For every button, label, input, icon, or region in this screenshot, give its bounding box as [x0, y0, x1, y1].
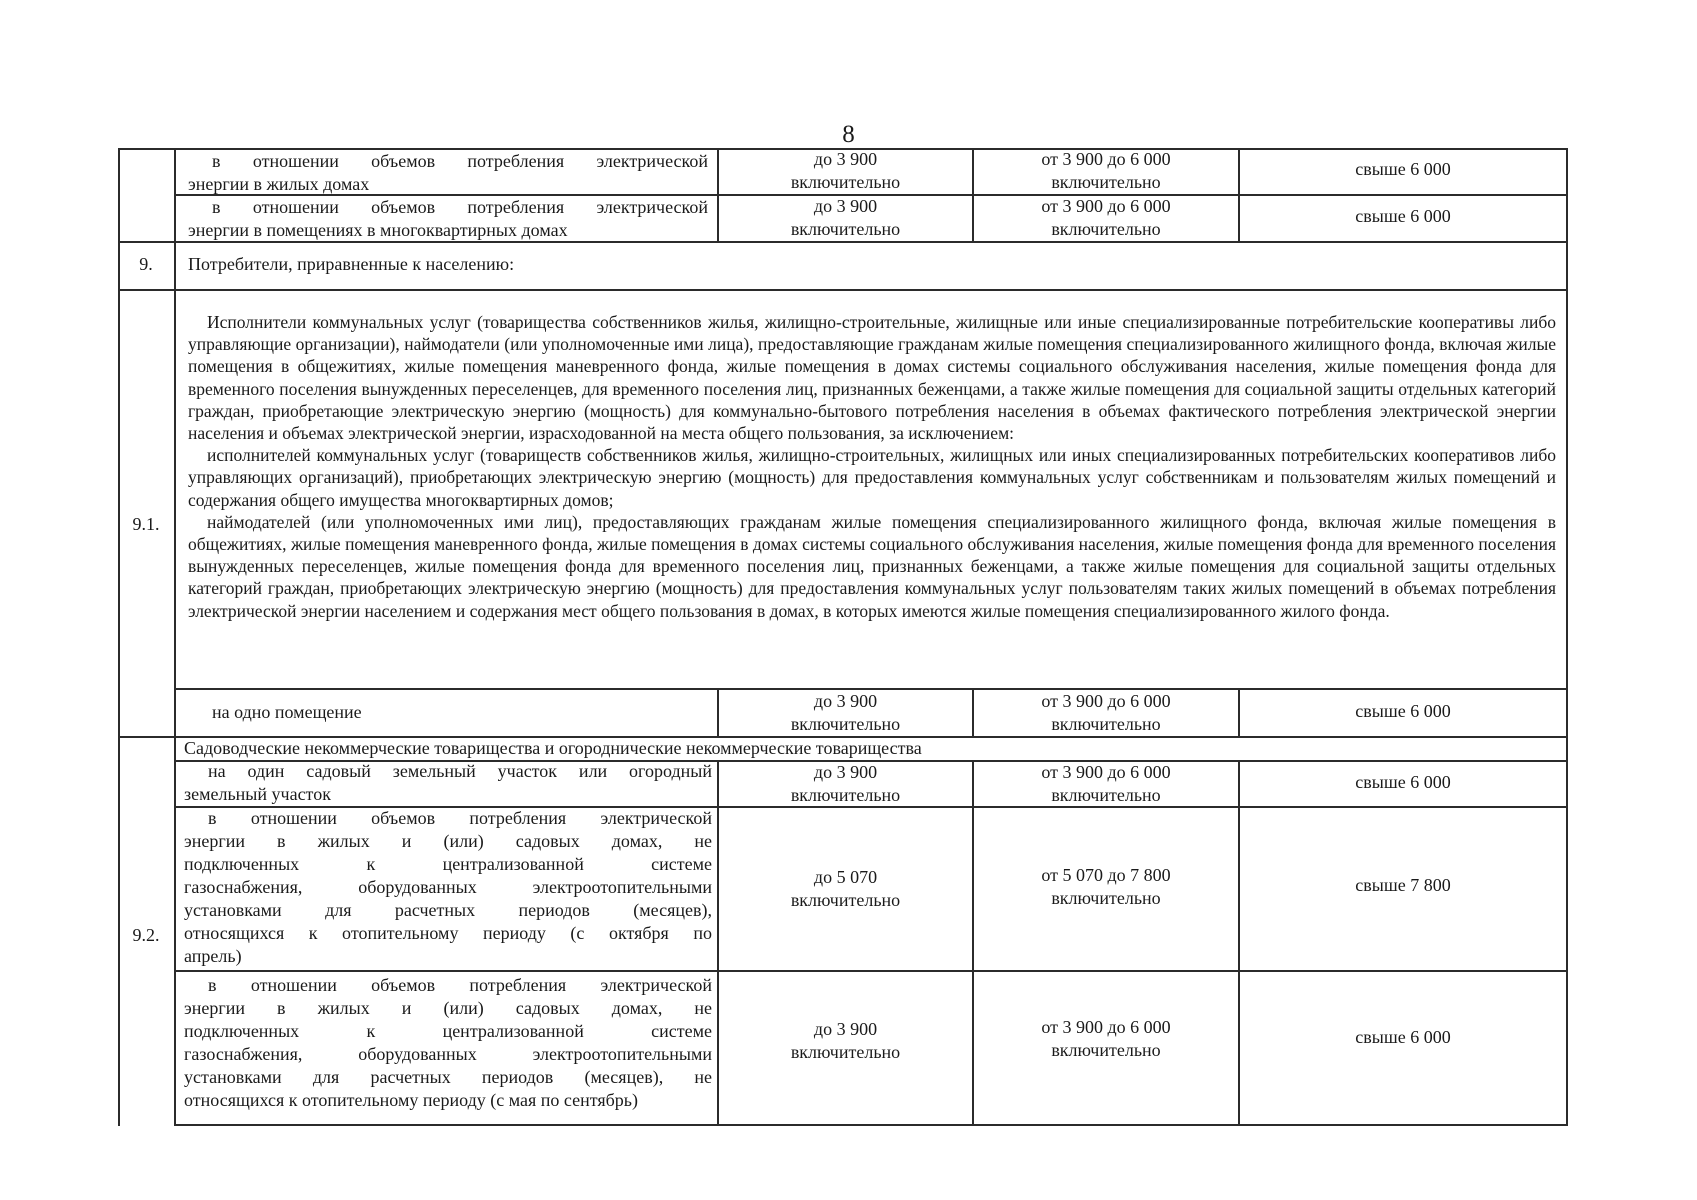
row-description-line: относящихся к отопительному периоду (с мая по сентябрь) — [184, 1090, 638, 1110]
table-rule — [174, 970, 1568, 972]
value-high: свыше 6 000 — [1355, 772, 1451, 792]
value-low-line: до 5 070 — [813, 867, 878, 887]
row-description-line: в отношении объемов потребления электрической — [212, 151, 708, 171]
value-mid-line: от 3 900 до 6 000 — [1041, 691, 1171, 711]
value-low-line: включительно — [790, 714, 901, 734]
value-mid — [974, 690, 1238, 736]
value-high: свыше 6 000 — [1355, 701, 1451, 721]
row-description-line: в отношении объемов потребления электрической — [208, 975, 712, 995]
value-high: свыше 6 000 — [1355, 206, 1451, 226]
table-rule — [118, 289, 1568, 291]
value-low — [719, 1018, 972, 1064]
value-mid-line: включительно — [1051, 888, 1161, 908]
value-mid — [974, 1016, 1238, 1062]
value-mid-line: включительно — [1051, 785, 1161, 805]
value-high: свыше 6 000 — [1355, 1027, 1451, 1047]
row-description — [184, 974, 712, 1112]
value-low-line: до 3 900 — [813, 762, 878, 782]
value-mid — [974, 195, 1238, 241]
table-rule — [1238, 760, 1240, 1126]
value-low-line: включительно — [790, 219, 901, 239]
value-low — [719, 866, 972, 912]
table-rule — [118, 148, 120, 1126]
row-description-line: земельный участок — [184, 784, 331, 804]
page-number: 8 — [842, 121, 855, 148]
row-description — [188, 196, 708, 242]
value-mid-line: от 3 900 до 6 000 — [1041, 149, 1171, 169]
paragraph: исполнителей коммунальных услуг (товариществ собственников жилья, жилищно-строительных, жилищных или иных специализированных потребительских кооперативов либо управляющих организаций), приобретающих электрическую энергию (мощность) для предоставления коммунальных услуг собственникам и пользователям жилых помещений и содержания общего имущества многоквартирных домов; — [188, 445, 1556, 510]
row-description-line: газоснабжения, оборудованных электроотопительными — [184, 877, 712, 897]
row-description: на одно помещение — [212, 702, 362, 722]
value-low-line: включительно — [790, 890, 901, 910]
row-description-line: подключенных к централизованной системе — [184, 1021, 712, 1041]
section-number: 9.2. — [132, 925, 160, 945]
value-mid-line: включительно — [1051, 714, 1161, 734]
value-mid-line: включительно — [1051, 172, 1161, 192]
row-description — [184, 760, 712, 806]
row-description-line: подключенных к централизованной системе — [184, 854, 712, 874]
paragraph: Исполнители коммунальных услуг (товарищества собственников жилья, жилищно-строительные, жилищные или иные специализированные потребительские кооперативы либо управляющие организации), наймодатели (или уполномоченные ими лица), предоставляющие гражданам жилые помещения специализированного жилищного фонда, включая жилые помещения в общежитиях, жилые помещения маневренного фонда, жилые помещения в домах системы социального обслуживания населения, жилые помещения фонда для временного поселения вынужденных переселенцев, для временного поселения лиц, признанных беженцами, а также жилые помещения для социальной защиты отдельных категорий граждан, приобретающие электрическую энергию (мощность) для коммунально-бытового потребления населения в объемах фактического потребления электрической энергии населения и объемах электрической энергии, израсходованной на места общего пользования, за исключением: — [188, 312, 1556, 444]
row-description — [184, 807, 712, 968]
section-title: Садоводческие некоммерческие товарищества и огороднические некоммерческие товарищества — [184, 738, 922, 758]
value-mid-line: включительно — [1051, 219, 1161, 239]
value-mid-line: от 3 900 до 6 000 — [1041, 1017, 1171, 1037]
value-mid — [974, 761, 1238, 807]
value-low — [719, 761, 972, 807]
value-mid — [974, 864, 1238, 910]
value-high: свыше 7 800 — [1355, 875, 1451, 895]
row-description-line: в отношении объемов потребления электрической — [208, 808, 712, 828]
value-mid-line: от 5 070 до 7 800 — [1041, 865, 1171, 885]
table-rule — [1566, 148, 1568, 1126]
row-description-line: энергии в помещениях в многоквартирных домах — [188, 220, 568, 240]
value-low-line: включительно — [790, 785, 901, 805]
value-low-line: включительно — [790, 1042, 901, 1062]
row-description-line: установками для расчетных периодов (месяцев), — [184, 900, 712, 920]
value-low — [719, 690, 972, 736]
table-rule — [174, 148, 176, 1126]
table-rule — [972, 760, 974, 1126]
value-low-line: до 3 900 — [813, 1019, 878, 1039]
tariff-table — [118, 148, 1568, 1126]
table-rule — [174, 1124, 1568, 1126]
row-description-line: относящихся к отопительному периоду (с октября по — [184, 923, 712, 943]
value-low — [719, 148, 972, 194]
section-number: 9.1. — [132, 514, 160, 534]
row-description-line: газоснабжения, оборудованных электроотопительными — [184, 1044, 712, 1064]
row-description-line: на один садовый земельный участок или огородный — [208, 761, 712, 781]
value-mid-line: включительно — [1051, 1040, 1161, 1060]
value-mid — [974, 148, 1238, 194]
row-description — [188, 150, 708, 196]
table-rule — [717, 760, 719, 1126]
paragraph: наймодателей (или уполномоченных ими лиц), предоставляющих гражданам жилые помещения специализированного жилищного фонда, включая жилые помещения в общежитиях, жилые помещения маневренного фонда, жилые помещения в домах системы социального обслуживания населения, жилые помещения фонда для временного поселения вынужденных переселенцев, жилые помещения фонда для временного поселения лиц, признанных беженцами, а также жилые помещения для социальной защиты отдельных категорий граждан, приобретающих электрическую энергию (мощность) для предоставления коммунальных услуг пользователям таких жилых помещений в объемах потребления электрической энергии населением и содержания мест общего пользования в домах, в которых имеются жилые помещения специализированного жилого фонда. — [188, 511, 1556, 621]
value-low-line: до 3 900 — [813, 196, 878, 216]
row-description-line: энергии в жилых и (или) садовых домах, не — [184, 998, 712, 1018]
value-low-line: до 3 900 — [813, 691, 878, 711]
row-description-line: установками для расчетных периодов (месяцев), не — [184, 1067, 712, 1087]
section-number: 9. — [139, 254, 153, 274]
value-low — [719, 195, 972, 241]
row-description-line: энергии в жилых домах — [188, 174, 370, 194]
value-high: свыше 6 000 — [1355, 159, 1451, 179]
section-description — [188, 311, 1556, 622]
row-description-line: в отношении объемов потребления электрической — [212, 197, 708, 217]
row-description-line: апрель) — [184, 946, 242, 966]
value-low-line: включительно — [790, 172, 901, 192]
section-title: Потребители, приравненные к населению: — [188, 254, 515, 274]
value-low-line: до 3 900 — [813, 149, 878, 169]
value-mid-line: от 3 900 до 6 000 — [1041, 196, 1171, 216]
row-description-line: энергии в жилых и (или) садовых домах, не — [184, 831, 712, 851]
value-mid-line: от 3 900 до 6 000 — [1041, 762, 1171, 782]
